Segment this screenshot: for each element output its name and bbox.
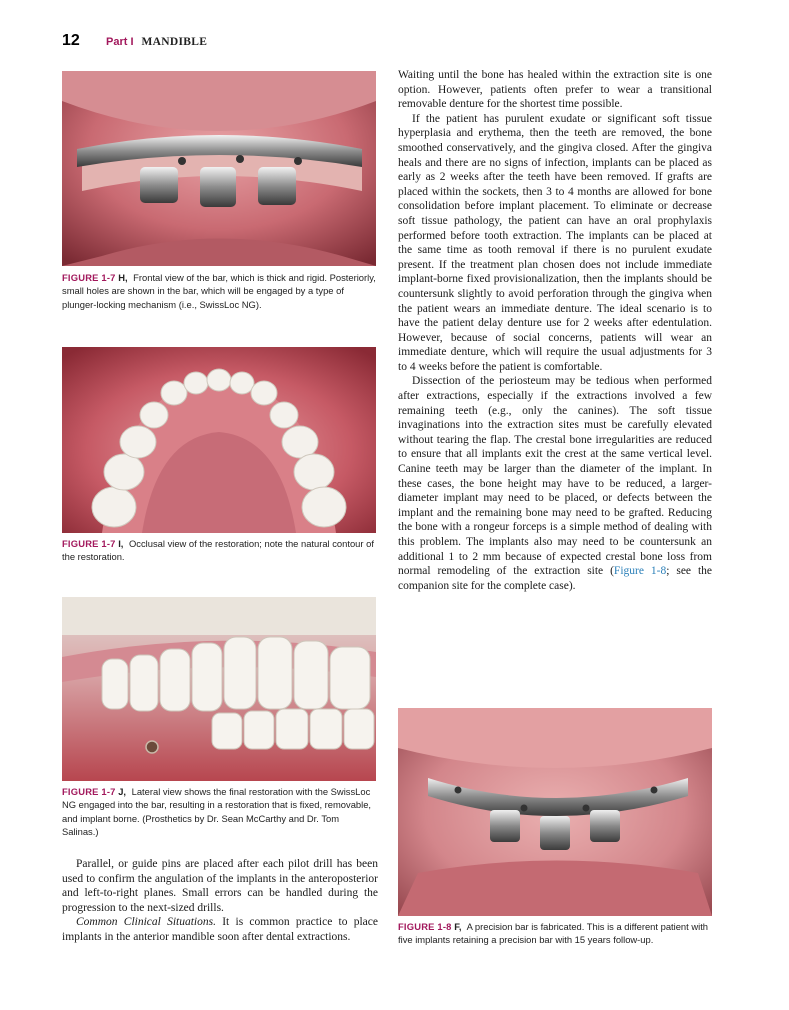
figure-number: FIGURE 1-7 [62,538,116,549]
page-number: 12 [62,32,80,49]
figure-1-8f-photo [398,708,712,916]
running-header [62,32,207,50]
caption-text: Occlusal view of the restoration; note the natural contour of the restoration. [62,538,374,563]
paragraph-text: Dissection of the periosteum may be tedious when performed after extractions, especially if the extractions involved a few remaining teeth (e.g., only the canines). The soft tissue invaginations into the extraction sites must be carefully elevated without tearing the flap. The crestal bone irregularities are reduced to ensure that all implants exit the crest at the same vertical level. Canine teeth may be larger than the diameter of the implant. In these cases, the bone height may have to be reduced, a larger-diameter implant may need to be placed, or defects between the implant and the remaining bone may need to be grafted. Reducing the bone with a rongeur forceps is a simple method of dealing with this problem. The implants also may need to be countersunk an additional 1 to 2 mm because of expected crestal bone loss from normal remodeling of the extraction site ( [398,375,712,578]
caption-text: Lateral view shows the final restoration with the SwissLoc NG engaged into the bar, resulting in a restoration that is fixed, removable, and implant borne. (Prosthetics by Dr. Sean McCarthy and Dr. Tom Salinas.) [62,786,372,838]
figure-1-7h-caption [62,271,378,311]
run-in-heading: Common Clinical Situations. [76,916,216,929]
paragraph: If the patient has purulent exudate or significant soft tissue hyperplasia and erythema, then the teeth are removed, the bone smoothed conservatively, and the gingiva closed. After the gingiva heals and there are no signs of infection, implants can be placed as early as 2 weeks after the teeth have been removed. If grafts are placed within the sockets, then 3 to 4 months are allowed for bone consolidation before implant placement. To eliminate or decrease soft tissue pathology, the patient can have an oral prophylaxis performed before tooth extraction. The implants can be placed at the same time as tooth removal if there is no purulent exudate present. If the treatment plan chosen does not include immediate implant-borne fixed provisionalization, then the implants should be countersunk slightly to avoid perforation through the gingiva when the patient wears an immediate denture. The ideal scenario is to have the patient delay denture use for 2 weeks after edentulation. However, because of social concerns, patients will wear an immediate denture, which will require the usual adjustments for 3 to 4 weeks before the patient is comfortable. [398,112,712,373]
figure-1-7h-photo [62,71,376,266]
figure-1-8f-caption [398,920,714,947]
figure-number: FIGURE 1-7 [62,786,116,797]
left-column-text [62,857,378,945]
paragraph [62,915,378,944]
figure-number: FIGURE 1-7 [62,272,116,283]
figure-number: FIGURE 1-8 [398,921,452,932]
figure-letter: I, [118,538,124,549]
paragraph: Parallel, or guide pins are placed after each pilot drill has been used to confirm the angulation of the implants in the anteroposterior and left-to-right planes. Small errors can be handled during the progression to the next-sized drills. [62,858,378,914]
figure-letter: F, [454,921,462,932]
figure-letter: H, [118,272,128,283]
figure-1-7j-photo [62,597,376,781]
figure-1-7j-caption [62,785,378,839]
caption-text: A precision bar is fabricated. This is a different patient with five implants retaining a precision bar with 15 years follow-up. [398,921,709,946]
part-label: Part I [106,36,134,48]
caption-text: Frontal view of the bar, which is thick and rigid. Posteriorly, small holes are shown in the bar, which will be engaged by a type of plunger-locking mechanism (i.e., SwissLoc NG). [62,272,376,310]
figure-1-7i-caption [62,537,378,564]
right-column-text [398,68,712,593]
paragraph [398,374,712,593]
paragraph: Waiting until the bone has healed within the extraction site is one option. However, patients often prefer to wear a transitional removable denture for the shortest time possible. [398,69,712,111]
paragraph-text: It is common practice to place implants in the anterior mandible soon after dental extractions. [62,916,378,943]
figure-letter: J, [118,786,127,797]
part-title: MANDIBLE [141,36,208,48]
paragraph-text: ; see the companion site for the complete case). [398,565,713,592]
figure-1-7i-photo [62,347,376,533]
figure-link[interactable]: Figure 1-8 [613,565,667,578]
